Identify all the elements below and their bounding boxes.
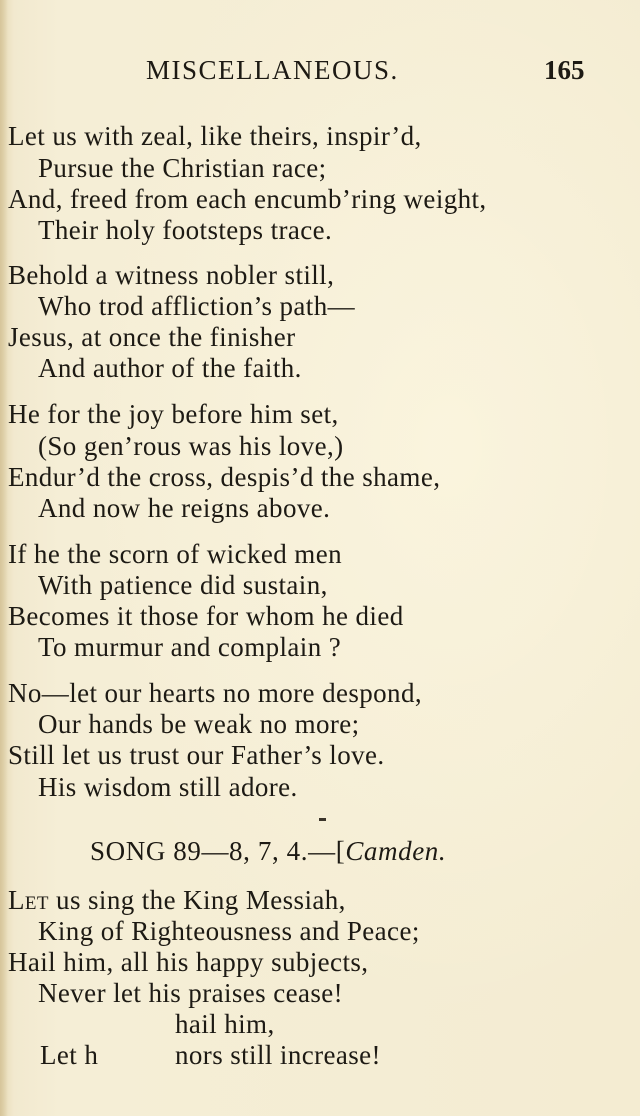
verse-line: Jesus, at once the finisher [8, 322, 296, 352]
verse-line: No—let our hearts no more despond, [8, 678, 423, 708]
page-gutter-edge [0, 0, 8, 1116]
verse-line: He for the joy before him set, [8, 399, 339, 429]
verse-line: And author of the faith. [38, 353, 302, 383]
tune-name: Camden. [345, 836, 447, 866]
section-divider [319, 818, 326, 821]
verse-line [8, 884, 346, 916]
verse-line: Endur’d the cross, despis’d the shame, [8, 462, 441, 492]
verse-line-fragment: nors still increase! [175, 1040, 381, 1070]
verse-line: To murmur and complain ? [38, 632, 342, 662]
song-number-meter: SONG 89—8, 7, 4.—[ [90, 836, 346, 866]
verse-line-fragment: Let h [40, 1040, 99, 1070]
verse-line: Pursue the Christian race; [38, 153, 327, 183]
page-number: 165 [544, 55, 585, 85]
verse-line-text: us sing the King Messiah, [48, 885, 346, 915]
verse-line: And now he reigns above. [38, 493, 331, 523]
verse-line: Never let his praises cease! [38, 978, 344, 1008]
verse-line: His wisdom still adore. [38, 772, 298, 802]
verse-line: Let us with zeal, like theirs, inspir’d, [8, 121, 422, 151]
verse-line: If he the scorn of wicked men [8, 539, 342, 569]
verse-line: (So gen’rous was his love,) [38, 431, 344, 461]
page-header [0, 55, 640, 95]
verse-line: Our hands be weak no more; [38, 709, 360, 739]
verse-line: King of Righteousness and Peace; [38, 916, 420, 946]
drop-word: Let [8, 885, 49, 915]
verse-line: Who trod affliction’s path— [38, 291, 355, 321]
verse-line: Hail him, all his happy subjects, [8, 947, 369, 977]
verse-line: Still let us trust our Father’s love. [8, 740, 385, 770]
verse-line: With patience did sustain, [38, 570, 328, 600]
verse-line: Behold a witness nobler still, [8, 260, 335, 290]
verse-line: hail him, [175, 1009, 275, 1039]
verse-line: Their holy footsteps trace. [38, 215, 333, 245]
running-head: MISCELLANEOUS. [146, 55, 399, 85]
verse-line: Becomes it those for whom he died [8, 601, 404, 631]
song-title [90, 836, 446, 867]
verse-line: And, freed from each encumb’ring weight, [8, 184, 487, 214]
